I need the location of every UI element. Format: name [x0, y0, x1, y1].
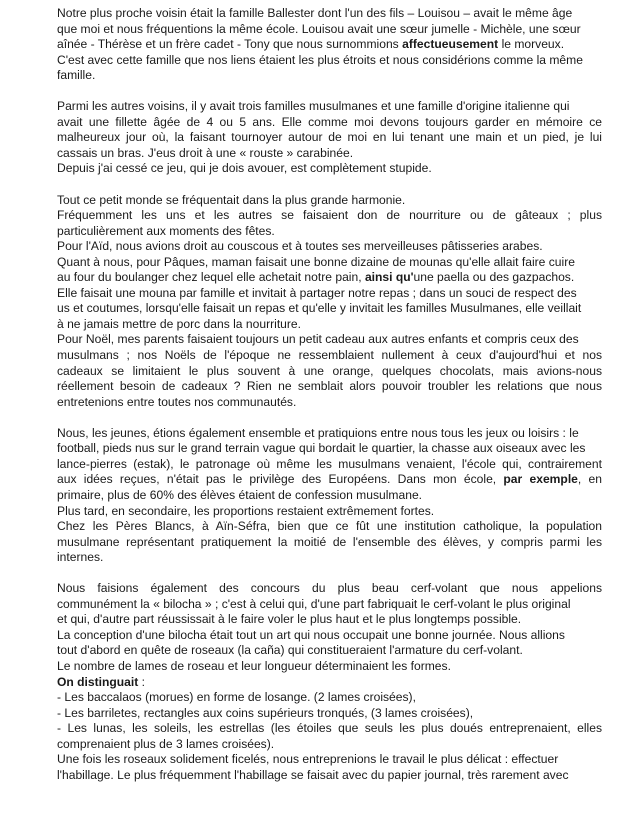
text-run: malheureux jour où, la faisant tournoyer autour de moi en lui tenant une main et un pied, je lui — [57, 130, 602, 145]
paragraph — [57, 193, 602, 411]
text-run: C'est avec cette famille que nos liens étaient les plus étroits et nous considérions comme la même — [57, 52, 583, 67]
text-run: tout d'abord en quête de roseaux (la caña) qui constitueraient l'armature du cerf-volant. — [57, 643, 523, 658]
text-run: que moi et nous fréquentions la même école. Louisou avait une sœur jumelle - Michèle, une sœur — [57, 21, 581, 36]
paragraph — [57, 99, 602, 177]
text-run: - Les lunas, les soleils, les estrellas (les étoiles que seuls les plus doués entreprenaient, elles — [57, 721, 602, 736]
text-line — [57, 768, 602, 784]
text-run: l'habillage. Le plus fréquemment l'habillage se faisait avec du papier journal, très rarement avec — [57, 767, 569, 782]
text-run: communément la « bilocha » ; c'est à celui qui, d'une part fabriquait le cerf-volant le plus original — [57, 596, 571, 611]
text-line — [57, 643, 602, 659]
text-run: Elle faisait une mouna par famille et invitait à partager notre repas ; dans un souci de respect des — [57, 285, 577, 300]
text-run: Une fois les roseaux solidement ficelés, nous entreprenions le travail le plus délicat : effectuer — [57, 752, 559, 767]
text-run: Quant à nous, pour Pâques, maman faisait une bonne dizaine de mounas qu'elle allait faire cuire — [57, 254, 575, 269]
text-run: Pour Noël, mes parents faisaient toujours un petit cadeau aux autres enfants et compris ceux des — [57, 332, 579, 347]
text-run: musulmans ; nos Noëls de l'époque ne ressemblaient nullement à ceux d'aujourd'hui et nos — [57, 348, 602, 363]
text-line — [57, 37, 602, 53]
text-line — [57, 68, 602, 84]
text-run: au four du boulanger chez lequel elle achetait notre pain, — [57, 270, 365, 285]
text-line — [57, 239, 602, 255]
text-run: avait une fillette âgée de 4 ou 5 ans. Elle comme moi devons toujours garder en mémoire ce — [57, 114, 602, 129]
text-run: à ne jamais mettre de porc dans la nourriture. — [57, 316, 302, 331]
text-run: Pour l'Aïd, nous avions droit au couscous et à toutes ses merveilleuses pâtisseries arabes. — [57, 239, 543, 254]
text-run: - Les baccalaos (morues) en forme de losange. (2 lames croisées), — [57, 690, 416, 705]
text-line — [57, 6, 602, 22]
text-run: cadeaux se limitaient le plus souvent à une orange, quelques chocolats, mais avions-nous — [57, 363, 602, 378]
text-line — [57, 364, 602, 380]
text-line — [57, 441, 602, 457]
text-line — [57, 22, 602, 38]
text-line — [57, 332, 602, 348]
text-run: Plus tard, en secondaire, les proportions restaient extrêmement fortes. — [57, 503, 435, 518]
text-run: La conception d'une bilocha était tout un art qui nous occupait une bonne journée. Nous allions — [57, 627, 565, 642]
text-line — [57, 99, 602, 115]
bold-text: affectueusement — [402, 37, 499, 52]
paragraph — [57, 426, 602, 566]
text-line — [57, 488, 602, 504]
text-line — [57, 706, 602, 722]
text-run: une paella ou des gazpachos. — [413, 270, 575, 285]
text-line — [57, 379, 602, 395]
text-line — [57, 581, 602, 597]
text-run: particulièrement aux moments des fêtes. — [57, 223, 275, 238]
text-run: et qui, d'autre part réussissait à le faire voler le plus haut et le plus longtemps possible. — [57, 612, 522, 627]
text-line — [57, 270, 602, 286]
text-run: aux idées reçues, n'était pas le privilège des Européens. Dans mon école, — [57, 472, 504, 487]
text-line — [57, 550, 602, 566]
text-run: Le nombre de lames de roseau et leur longueur déterminaient les formes. — [57, 658, 451, 673]
text-run: Notre plus proche voisin était la famille Ballester dont l'un des fils – Louisou – avait le même âge — [57, 6, 573, 20]
text-line — [57, 519, 602, 535]
text-run: , en — [577, 472, 602, 487]
text-line — [57, 690, 602, 706]
text-line — [57, 224, 602, 240]
text-line — [57, 721, 602, 737]
text-line — [57, 457, 602, 473]
text-line — [57, 752, 602, 768]
text-run: Nous, les jeunes, étions également ensemble et pratiquions entre nous tous les jeux ou loisirs : le — [57, 425, 579, 440]
text-line — [57, 255, 602, 271]
text-run: famille. — [57, 68, 96, 83]
text-run: primaire, plus de 60% des élèves étaient de confession musulmane. — [57, 487, 423, 502]
text-run: musulmane représentant pratiquement la moitié de l'ensemble des élèves, y compris parmi les — [57, 534, 602, 549]
text-line — [57, 472, 602, 488]
text-line — [57, 161, 602, 177]
text-run: Tout ce petit monde se fréquentait dans la plus grande harmonie. — [57, 192, 406, 207]
text-run: Depuis j'ai cessé ce jeu, qui je dois avouer, est complètement stupide. — [57, 161, 432, 176]
text-line — [57, 348, 602, 364]
text-run: football, pieds nus sur le grand terrain vague qui bordait le quartier, la chasse aux oiseaux avec les — [57, 441, 586, 456]
text-line — [57, 317, 602, 333]
text-run: internes. — [57, 550, 104, 565]
text-run: comprenaient plus de 3 lames croisées). — [57, 736, 275, 751]
text-run: entretenions entre toutes nos communautés. — [57, 394, 297, 409]
text-line — [57, 426, 602, 442]
text-line — [57, 535, 602, 551]
text-line — [57, 597, 602, 613]
text-line — [57, 628, 602, 644]
text-run: Nous faisions également des concours du plus beau cerf-volant que nous appelions — [57, 581, 602, 596]
text-run: Parmi les autres voisins, il y avait trois familles musulmanes et une famille d'origine italienne qui — [57, 99, 570, 114]
text-line — [57, 395, 602, 411]
text-run: lance-pierres (estak), le patronage où même les musulmans venaient, l'école qui, contrairement — [57, 456, 602, 471]
bold-text: ainsi qu' — [364, 270, 414, 285]
bold-text: On distinguait — [57, 674, 139, 689]
text-run: us et coutumes, lorsqu'elle faisait un repas et qu'elle y invitait les familles Musulmanes, elle veillait — [57, 301, 582, 316]
text-run: réellement besoin de cadeaux ? Rien ne semblait alors pouvoir troubler les relations que nous — [57, 379, 602, 394]
text-line — [57, 301, 602, 317]
text-line — [57, 193, 602, 209]
text-line — [57, 675, 602, 691]
text-run: Fréquemment les uns et les autres se faisaient don de nourriture ou de gâteaux ; plus — [57, 208, 602, 223]
text-line — [57, 504, 602, 520]
text-line — [57, 146, 602, 162]
text-line — [57, 115, 602, 131]
text-run: cassais un bras. J'eus droit à une « rouste » carabinée. — [57, 145, 354, 160]
text-run: aînée - Thérèse et un frère cadet - Tony que nous surnommions — [57, 37, 403, 52]
paragraph — [57, 581, 602, 783]
text-line — [57, 612, 602, 628]
text-line — [57, 286, 602, 302]
text-run: - Les barriletes, rectangles aux coins supérieurs tronqués, (3 lames croisées), — [57, 705, 474, 720]
text-line — [57, 659, 602, 675]
paragraph — [57, 6, 602, 84]
text-run: : — [138, 674, 146, 689]
text-line — [57, 737, 602, 753]
bold-text: par exemple — [503, 472, 578, 487]
text-run: Chez les Pères Blancs, à Aïn-Séfra, bien que ce fût une institution catholique, la population — [57, 519, 602, 534]
text-line — [57, 130, 602, 146]
text-line — [57, 53, 602, 69]
text-run: le morveux. — [498, 37, 565, 52]
text-line — [57, 208, 602, 224]
